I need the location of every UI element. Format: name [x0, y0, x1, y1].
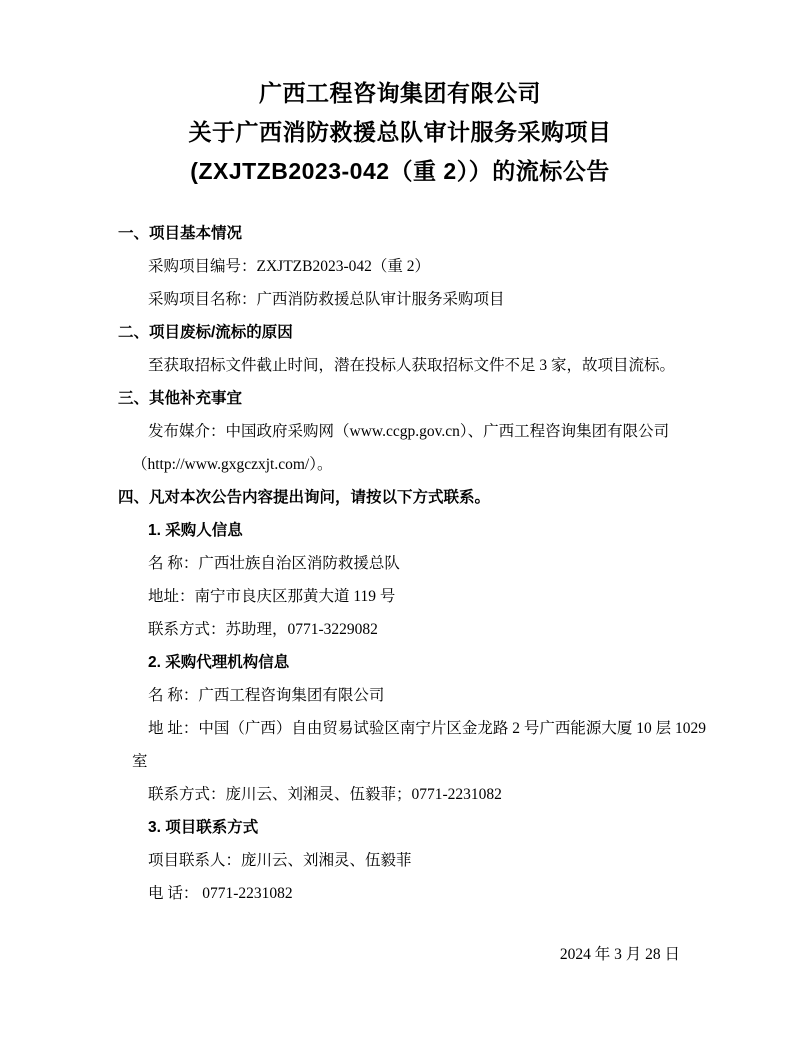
contact-block-2-heading: 2. 采购代理机构信息: [148, 654, 290, 671]
section-1-line-1: 采购项目编号：ZXJTZB2023-042（重 2）: [148, 258, 431, 275]
agency-address: 地 址：中国（广西）自由贸易试验区南宁片区金龙路 2 号广西能源大厦 10 层 1029: [148, 720, 707, 737]
title-line-2: 关于广西消防救援总队审计服务采购项目: [188, 119, 612, 145]
title-line-3: (ZXJTZB2023-042（重 2））的流标公告: [190, 158, 610, 184]
agency-contact: 联系方式：庞川云、刘湘灵、伍毅菲；0771-2231082: [148, 786, 502, 803]
section-heading-1: 一、项目基本情况: [118, 225, 243, 242]
title-line-1: 广西工程咨询集团有限公司: [259, 80, 541, 106]
purchaser-name: 名 称：广西壮族自治区消防救援总队: [148, 555, 400, 572]
section-3-line-2: （http://www.gxgczxjt.com/）。: [132, 456, 333, 473]
section-heading-3: 三、其他补充事宜: [118, 390, 243, 407]
publication-date: 2024 年 3 月 28 日: [559, 946, 680, 963]
section-1-line-2: 采购项目名称：广西消防救援总队审计服务采购项目: [148, 291, 505, 308]
document-title: [66, 74, 734, 191]
contact-block-3-heading: 3. 项目联系方式: [148, 819, 259, 836]
contact-block-1-heading: 1. 采购人信息: [148, 522, 243, 539]
section-3-line-1: 发布媒介：中国政府采购网（www.ccgp.gov.cn）、广西工程咨询集团有限公司: [148, 423, 670, 440]
section-2-line-1: 至获取招标文件截止时间，潜在投标人获取招标文件不足 3 家，故项目流标。: [148, 357, 676, 374]
project-contact-person: 项目联系人：庞川云、刘湘灵、伍毅菲: [148, 852, 412, 869]
agency-address-overflow: 室: [132, 753, 148, 770]
section-heading-2: 二、项目废标/流标的原因: [118, 324, 293, 341]
project-contact-phone: 电 话： 0771-2231082: [148, 885, 293, 902]
agency-name: 名 称：广西工程咨询集团有限公司: [148, 687, 385, 704]
section-heading-4: 四、凡对本次公告内容提出询问，请按以下方式联系。: [118, 489, 491, 506]
purchaser-contact: 联系方式：苏助理，0771-3229082: [148, 621, 378, 638]
purchaser-address: 地址：南宁市良庆区那黄大道 119 号: [148, 588, 396, 605]
